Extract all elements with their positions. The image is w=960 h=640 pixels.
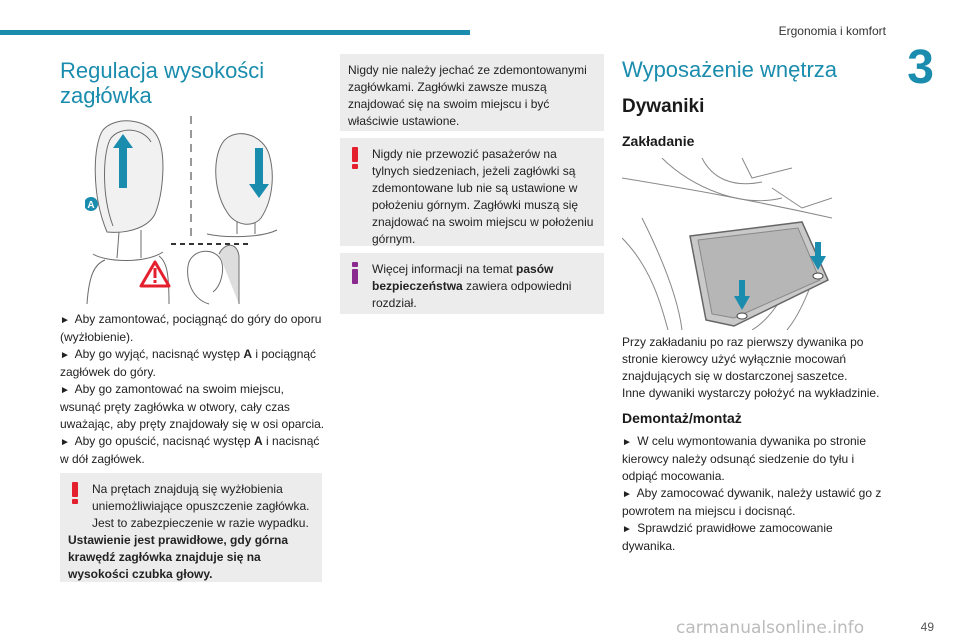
mats-heading: Dywaniki (622, 96, 705, 117)
install-heading: Zakładanie (622, 133, 695, 149)
passenger-warning: Nigdy nie przewozić pasażerów na tylnych siedzeniach, jeżeli zagłówki są zdemontowane lub nie są ustawione w położeniu górnym. Zagłówki muszą się znajdować na swoim miejscu w położeniu górnym. (340, 138, 604, 246)
warning-icon (68, 482, 82, 504)
step-item: ► Aby go zamontować na swoim miejscu, wsunąć pręty zagłówka w otwory, cały czas uważając, aby pręty znajdowały się w osi oparcia. (60, 382, 325, 431)
callout-a: A (87, 200, 95, 211)
seatbelt-info: Więcej informacji na temat pasów bezpieczeństwa zawiera odpowiedni rozdział. (340, 253, 604, 314)
install-paragraph: Przy zakładaniu po raz pierwszy dywanika po stronie kierowcy użyć wyłącznie mocowań znajdujących się w dostarczonej saszetce. Inne dywaniki wystarczy położyć na wykładzinie. (622, 335, 880, 400)
step-item: ► Aby go wyjąć, nacisnąć występ A i pociągnąć zagłówek do góry. (60, 347, 317, 379)
step-item: ► W celu wymontowania dywanika po stronie kierowcy należy odsunąć siedzenie do tyłu i odpiąć mocowania. (622, 434, 867, 483)
interior-title: Wyposażenie wnętrza (622, 57, 838, 82)
page-number: 49 (920, 620, 934, 634)
watermark: carmanualsonline.info (676, 618, 865, 638)
step-item: ► Sprawdzić prawidłowe zamocowanie dywanika. (622, 521, 833, 553)
headrest-warning: Na prętach znajdują się wyżłobienia uniemożliwiające opuszczenie zagłówka. Jest to zabezpieczenie w razie wypadku. Ustawienie jest prawidłowe, gdy górna krawędź zagłówka znajduje się na wysokości czubka głowy. (60, 473, 322, 582)
step-item: ► Aby zamontować, pociągnąć do góry do oporu (wyżłobienie). (60, 312, 322, 344)
info-note: Nigdy nie należy jechać ze zdemontowanymi zagłówkami. Zagłówki zawsze muszą znajdować się na swoim miejscu i być właściwie ustawione. (340, 54, 604, 131)
remove-steps (622, 433, 888, 555)
header-accent-bar (0, 30, 470, 35)
remove-heading: Demontaż/montaż (622, 410, 742, 426)
warning-icon (348, 147, 362, 169)
headrest-steps (60, 311, 326, 468)
step-item: ► Aby zamocować dywanik, należy ustawić go z powrotem na miejscu i docisnąć. (622, 486, 882, 518)
headrest-illustration (85, 114, 285, 306)
chapter-number: 3 (907, 41, 934, 94)
floor-mat-illustration (622, 158, 832, 330)
section-name: Ergonomia i komfort (778, 24, 886, 38)
headrest-title: Regulacja wysokości zagłówka (60, 58, 265, 108)
step-item: ► Aby go opuścić, nacisnąć występ A i nacisnąć w dół zagłówek. (60, 434, 320, 466)
info-icon (348, 262, 362, 284)
